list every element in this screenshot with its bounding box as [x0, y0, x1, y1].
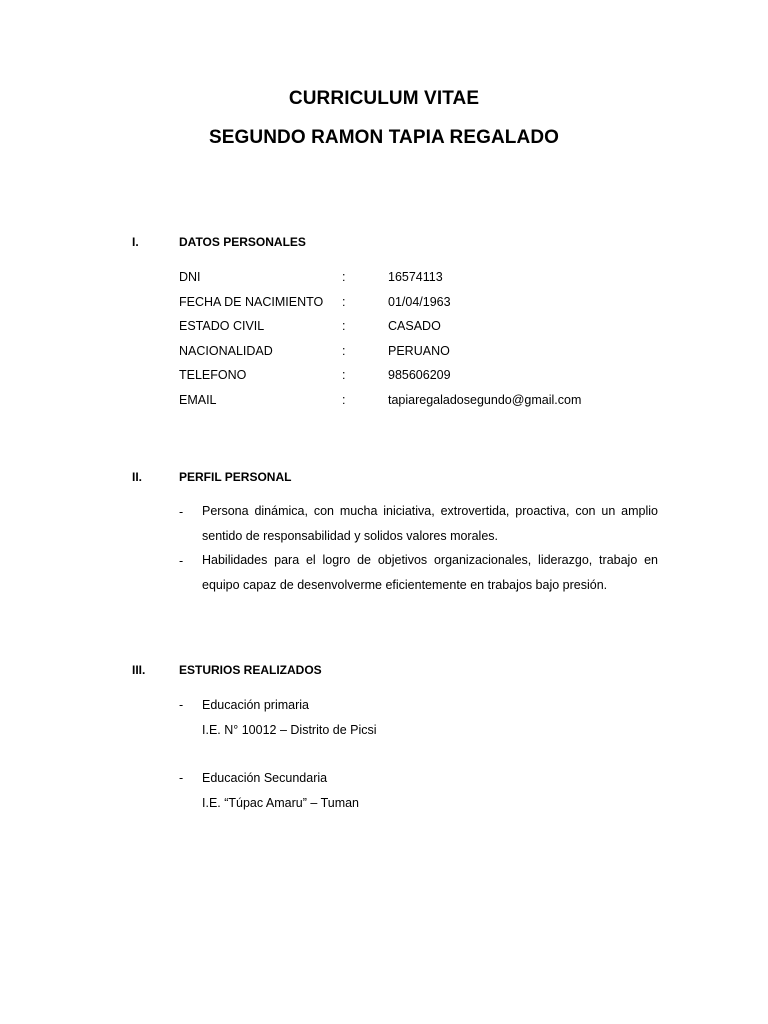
- field-separator: :: [342, 270, 346, 284]
- field-value: PERUANO: [388, 344, 450, 358]
- field-label: DNI: [179, 270, 201, 284]
- field-separator: :: [342, 344, 346, 358]
- section-number-profile: II.: [132, 470, 143, 484]
- field-separator: :: [342, 368, 346, 382]
- personal-row-email: [179, 393, 659, 411]
- document-title: CURRICULUM VITAE: [288, 88, 480, 109]
- field-separator: :: [342, 393, 346, 407]
- field-value: CASADO: [388, 319, 441, 333]
- field-label: NACIONALIDAD: [179, 344, 273, 358]
- study-level: Educación primaria: [202, 698, 309, 712]
- field-value: 985606209: [388, 368, 451, 382]
- section-number-personal: I.: [132, 235, 139, 249]
- field-label: ESTADO CIVIL: [179, 319, 265, 333]
- personal-row-nationality: [179, 344, 659, 362]
- field-label: EMAIL: [179, 393, 217, 407]
- study-school: I.E. “Túpac Amaru” – Tuman: [202, 796, 360, 810]
- field-value: 16574113: [388, 270, 443, 284]
- section-heading-studies: ESTURIOS REALIZADOS: [179, 663, 322, 677]
- personal-row-dni: [179, 270, 659, 288]
- bullet-dash: -: [179, 554, 184, 568]
- profile-item: Persona dinámica, con mucha iniciativa, extrovertida, proactiva, con un amplio sentido de responsabilidad y solidos valores morales.: [202, 504, 658, 543]
- personal-row-civil-status: [179, 319, 659, 337]
- study-level: Educación Secundaria: [202, 771, 328, 785]
- field-separator: :: [342, 319, 346, 333]
- section-heading-personal: DATOS PERSONALES: [179, 235, 306, 249]
- bullet-dash: -: [179, 698, 184, 712]
- section-heading-profile: PERFIL PERSONAL: [179, 470, 292, 484]
- personal-row-birthdate: [179, 295, 659, 313]
- field-label: FECHA DE NACIMIENTO: [179, 295, 324, 309]
- field-separator: :: [342, 295, 346, 309]
- section-number-studies: III.: [132, 663, 146, 677]
- field-value: 01/04/1963: [388, 295, 451, 309]
- field-label: TELEFONO: [179, 368, 247, 382]
- person-name: SEGUNDO RAMON TAPIA REGALADO: [208, 127, 560, 148]
- profile-item: Habilidades para el logro de objetivos organizacionales, liderazgo, trabajo en equipo capaz de desenvolverme eficientemente en trabajos bajo presión.: [202, 553, 658, 592]
- email-value: tapiaregaladosegundo@gmail.com: [388, 393, 582, 407]
- bullet-dash: -: [179, 771, 184, 785]
- study-school: I.E. N° 10012 – Distrito de Picsi: [202, 723, 377, 737]
- personal-row-phone: [179, 368, 659, 386]
- bullet-dash: -: [179, 505, 184, 519]
